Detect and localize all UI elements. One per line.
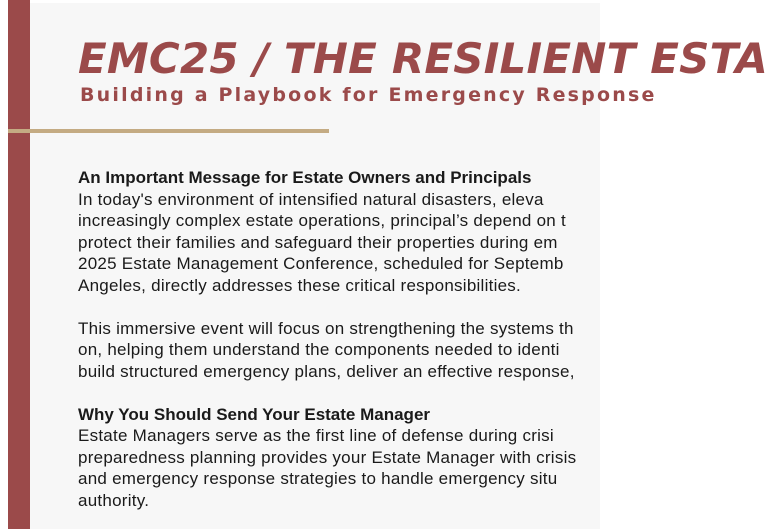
paragraph-line: 2025 Estate Management Conference, scheduled for Septemb bbox=[78, 254, 564, 273]
document-title: EMC25 / THE RESILIENT ESTA bbox=[78, 34, 768, 83]
paragraph-line: This immersive event will focus on strengthening the systems th bbox=[78, 318, 574, 338]
paragraph-line: Estate Managers serve as the first line of defense during crisi bbox=[78, 426, 554, 445]
left-accent-bar bbox=[8, 0, 30, 529]
paragraph-line: authority. bbox=[78, 490, 150, 510]
paragraph-line: and emergency response strategies to handle emergency situ bbox=[78, 469, 558, 488]
paragraph-line: build structured emergency plans, deliver an effective response, bbox=[78, 361, 575, 381]
paragraph-spacer bbox=[78, 296, 698, 318]
paragraph-line: protect their families and safeguard their properties during em bbox=[78, 232, 558, 252]
section-heading-owners: An Important Message for Estate Owners and Principals bbox=[78, 168, 532, 187]
document-body bbox=[78, 167, 698, 511]
page-top-edge bbox=[0, 0, 600, 3]
paragraph-spacer bbox=[78, 382, 698, 404]
section-heading-estate-manager: Why You Should Send Your Estate Manager bbox=[78, 404, 431, 424]
paragraph-intro bbox=[78, 189, 698, 297]
document-subtitle: Building a Playbook for Emergency Response bbox=[80, 84, 657, 106]
paragraph-estate-manager bbox=[78, 425, 698, 511]
paragraph-line: preparedness planning provides your Estate Manager with crisis bbox=[78, 447, 577, 467]
page-left-margin bbox=[0, 0, 8, 529]
paragraph-line: increasingly complex estate operations, principal’s depend on t bbox=[78, 211, 566, 230]
paragraph-line: on, helping them understand the components needed to identi bbox=[78, 340, 560, 359]
paragraph-event-focus bbox=[78, 318, 698, 383]
paragraph-line: Angeles, directly addresses these critical responsibilities. bbox=[78, 275, 522, 295]
title-divider bbox=[8, 129, 329, 133]
paragraph-line: In today's environment of intensified natural disasters, eleva bbox=[78, 189, 544, 209]
